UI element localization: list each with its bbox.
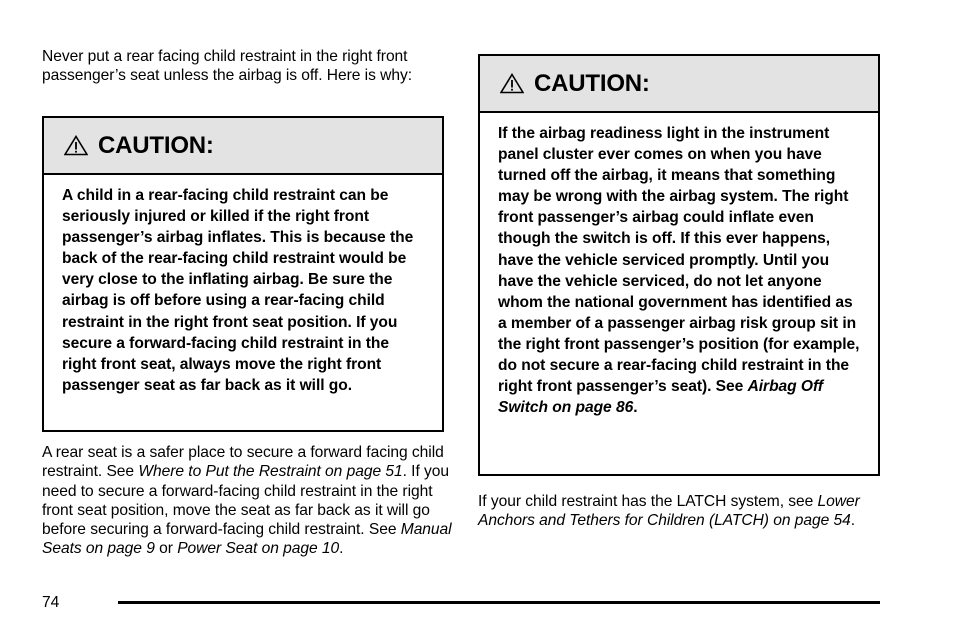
cross-reference[interactable]: Lower Anchors and Tethers for Children (LATCH) on page 54	[478, 493, 860, 530]
latch-paragraph	[478, 492, 882, 531]
page-number: 74	[42, 594, 60, 611]
text-span: If the airbag readiness light in the instrument panel cluster ever comes on when you have turned off the airbag, it means that something may be wrong with the airbag system. The right front passenger’s airbag could inflate even though the switch is off. If this ever happens, have the vehicle serviced promptly. Until you have the vehicle serviced, do not let anyone whom the national government has identified as a member of a passenger airbag risk group sit in the right front passenger’s position (for example, do not secure a rear-facing child restraint in the right front passenger’s seat). See	[498, 125, 860, 396]
caution-box-right	[478, 54, 880, 476]
caution-heading: CAUTION:	[534, 69, 650, 97]
caution-heading: CAUTION:	[98, 131, 214, 159]
text-span: A rear seat is a safer place to secure a forward facing child restraint. See	[42, 444, 444, 481]
caution-header	[44, 118, 442, 175]
cross-reference[interactable]: Manual Seats on page 9	[42, 521, 452, 558]
warning-triangle-icon	[500, 73, 524, 94]
cross-reference[interactable]: Where to Put the Restraint on page 51	[138, 463, 403, 481]
rear-seat-paragraph	[42, 443, 452, 559]
caution-box-left	[42, 116, 444, 432]
cross-reference[interactable]: Airbag Off Switch on page 86	[498, 378, 824, 417]
caution-header	[480, 56, 878, 113]
text-span: or	[154, 540, 178, 558]
caution-text: A child in a rear-facing child restraint can be seriously injured or killed if the right front passenger’s airbag inflates. This is because the back of the rear-facing child restraint would be very close to the inflating airbag. Be sure the airbag is off before using a rear-facing child restraint in the right front seat position. If you secure a forward-facing child restraint in the right front seat, always move the right front passenger seat as far back as it will go.	[62, 187, 414, 394]
footer-rule	[118, 601, 880, 604]
warning-triangle-icon	[64, 135, 88, 156]
caution-text	[480, 113, 878, 418]
cross-reference[interactable]: Power Seat on page 10	[177, 540, 340, 558]
text-span: .	[633, 399, 638, 417]
text-span: .	[850, 512, 856, 530]
text-span: If your child restraint has the LATCH system, see	[478, 493, 818, 510]
intro-paragraph: Never put a rear facing child restraint in the right front passenger’s seat unless the airbag is off. Here is why:	[42, 48, 412, 85]
text-span: .	[339, 540, 344, 558]
text-span: . If you need to secure a forward-facing child restraint in the right front seat position, move the seat as far back as it will go before securing a forward-facing child restraint. See	[42, 463, 450, 539]
